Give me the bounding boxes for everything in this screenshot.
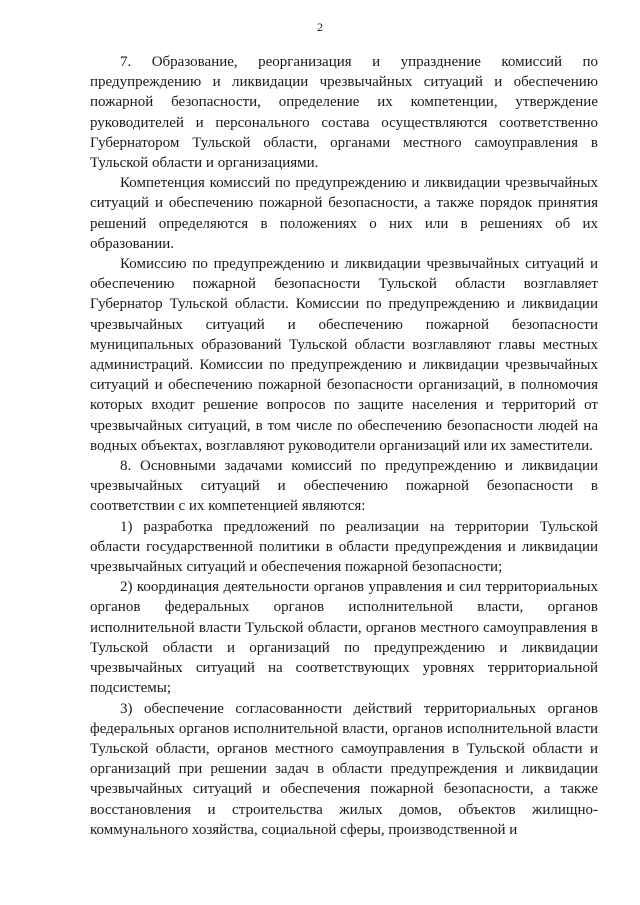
paragraph-8: 8. Основными задачами комиссий по предупреждению и ликвидации чрезвычайных ситуаций и обеспечению пожарной безопасности в соответствии с их компетенцией являются: bbox=[90, 458, 598, 515]
list-item-3: 3) обеспечение согласованности действий территориальных органов федеральных органов исполнительной власти, органов исполнительной власти Тульской области, органов местного самоуправления в Тульской области и организаций при решении задач в области предупреждения и ликвидации чрезвычайных ситуаций и обеспечения пожарной безопасности, а также восстановления и строительства жилых домов, объектов жилищно-коммунального хозяйства, социальной сферы, производственной и bbox=[90, 700, 598, 838]
page-number: 2 bbox=[317, 20, 323, 34]
list-item-2: 2) координация деятельности органов управления и сил территориальных органов федеральных органов исполнительной власти, органов исполнительной власти Тульской области, органов местного самоуправления в Тульской области и организаций по предупреждению и ликвидации чрезвычайных ситуаций на соответствующих уровнях территориальной подсистемы; bbox=[90, 579, 598, 697]
paragraph-commission-heads: Комиссию по предупреждению и ликвидации чрезвычайных ситуаций и обеспечению пожарной безопасности Тульской области возглавляет Губернатор Тульской области. Комиссии по предупреждению и ликвидации чрезвычайных ситуаций и обеспечению пожарной безопасности муниципальных образований Тульской области возглавляют главы местных администраций. Комиссии по предупреждению и ликвидации чрезвычайных ситуаций и обеспечению пожарной безопасности организаций, в полномочия которых входит решение вопросов по защите населения и территорий от чрезвычайных ситуаций, в том числе по обеспечению безопасности людей на водных объектах, возглавляют руководители организаций или их заместители. bbox=[90, 256, 598, 454]
document-body bbox=[90, 52, 598, 840]
list-item-1: 1) разработка предложений по реализации на территории Тульской области государственной политики в области предупреждения и ликвидации чрезвычайных ситуаций и обеспечения пожарной безопасности; bbox=[90, 518, 598, 576]
paragraph-competence: Компетенция комиссий по предупреждению и ликвидации чрезвычайных ситуаций и обеспечению пожарной безопасности, а также порядок принятия решений определяются в положениях о них или в решениях об их образовании. bbox=[90, 175, 598, 252]
paragraph-7: 7. Образование, реорганизация и упразднение комиссий по предупреждению и ликвидации чрезвычайных ситуаций и обеспечению пожарной безопасности, определение их компетенции, утверждение руководителей и персонального состава осуществляются соответственно Губернатором Тульской области, органами местного самоуправления в Тульской области и организациями. bbox=[90, 54, 598, 172]
